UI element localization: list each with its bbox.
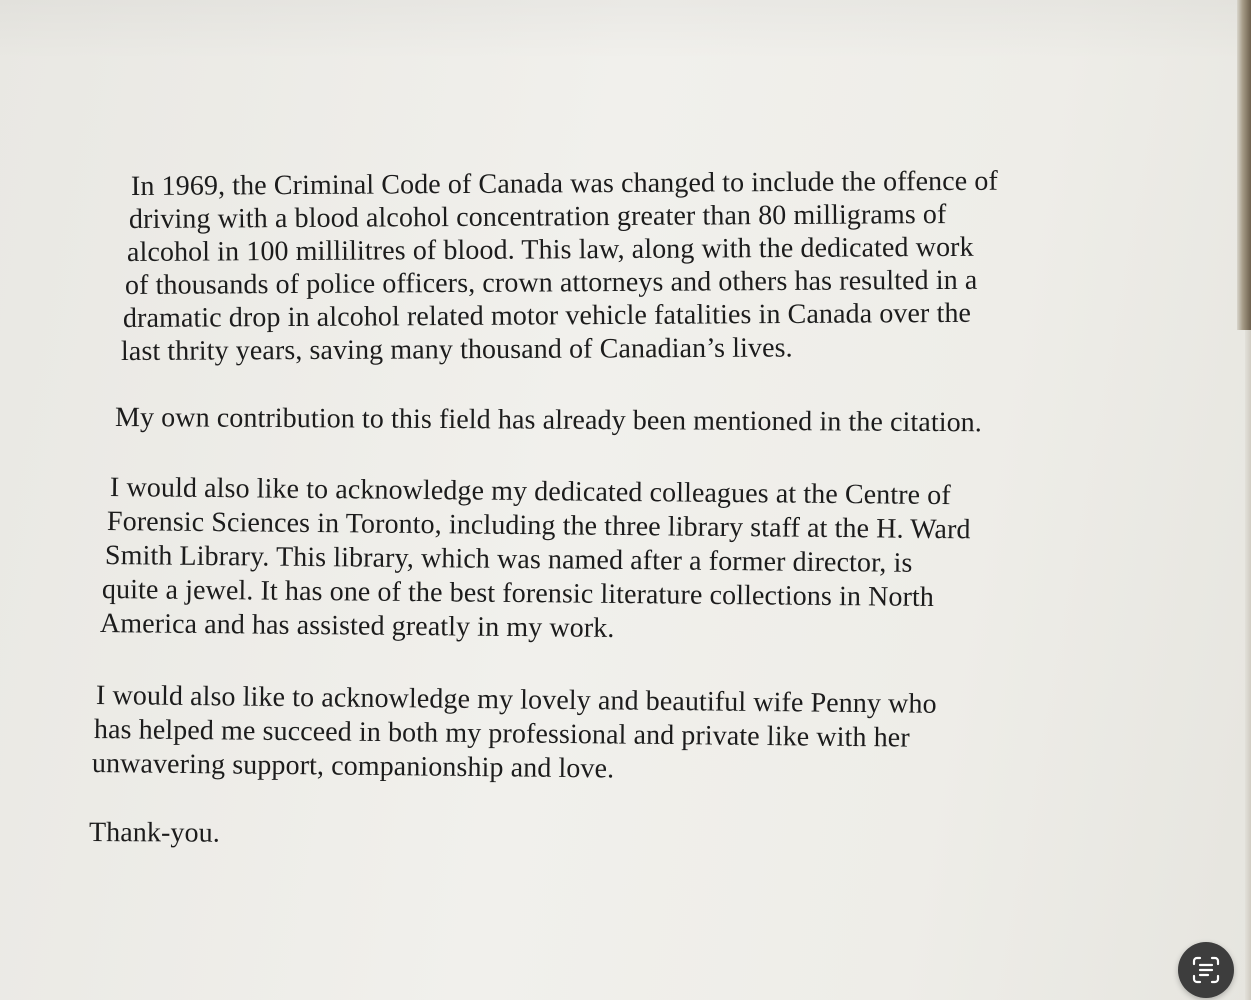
paragraph-4-line-2: has helped me succeed in both my professional and private like with her — [93, 714, 910, 754]
paragraph-2-line-1: My own contribution to this field has already been mentioned in the citation. — [114, 402, 983, 439]
paragraph-1-line-3: alcohol in 100 millilitres of blood. This law, along with the dedicated work — [126, 231, 974, 268]
paragraph-1-line-5: dramatic drop in alcohol related motor vehicle fatalities in Canada over the — [122, 297, 972, 334]
paragraph-4-line-1: I would also like to acknowledge my lovely and beautiful wife Penny who — [95, 680, 937, 720]
live-text-scan-button[interactable] — [1178, 942, 1234, 998]
paragraph-1-line-4: of thousands of police officers, crown attorneys and others has resulted in a — [124, 264, 978, 301]
paragraph-3-line-3: Smith Library. This library, which was named after a former director, is — [104, 540, 913, 579]
paragraph-3-line-2: Forensic Sciences in Toronto, including the three library staff at the H. Ward — [106, 506, 971, 546]
paragraph-4-line-3: unwavering support, companionship and love. — [91, 748, 615, 785]
paragraph-1-line-1: In 1969, the Criminal Code of Canada was changed to include the offence of — [130, 165, 998, 202]
paragraph-1-line-2: driving with a blood alcohol concentration greater than 80 milligrams of — [128, 199, 947, 235]
paragraph-3-line-5: America and has assisted greatly in my work. — [99, 608, 615, 644]
paragraph-1-line-6: last thrity years, saving many thousand of Canadian’s lives. — [120, 332, 793, 367]
live-text-scan-icon — [1190, 954, 1222, 986]
paragraph-3-line-4: quite a jewel. It has one of the best forensic literature collections in North — [101, 574, 935, 613]
paragraph-3-line-1: I would also like to acknowledge my dedicated colleagues at the Centre of — [109, 472, 951, 512]
closing-line: Thank-you. — [88, 817, 220, 849]
